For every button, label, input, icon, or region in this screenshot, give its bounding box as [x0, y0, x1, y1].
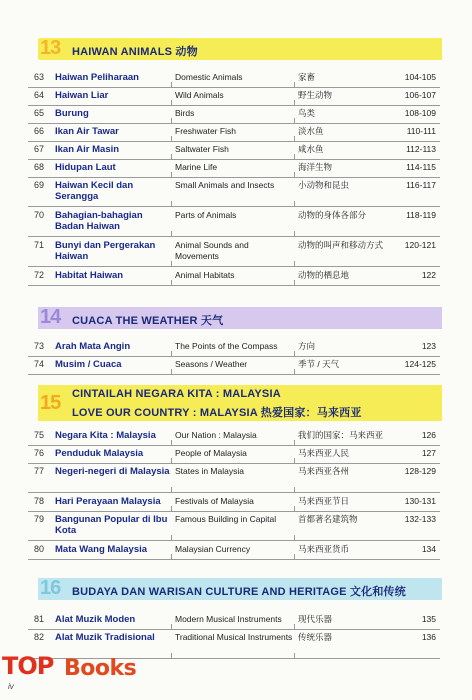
- divider: [294, 624, 295, 630]
- section-header-16: [38, 578, 442, 600]
- divider: [171, 535, 172, 541]
- entry-number: 70: [34, 210, 45, 220]
- list-item[interactable]: [28, 544, 440, 560]
- section-number: 15: [40, 392, 61, 414]
- divider: [171, 172, 172, 178]
- entry-chinese: 季节 / 天气: [298, 359, 340, 369]
- entry-chinese: 传统乐器: [298, 632, 333, 642]
- divider: [294, 554, 295, 560]
- entry-number: 66: [34, 126, 45, 136]
- entry-malay: Arah Mata Angin: [55, 341, 131, 352]
- list-item[interactable]: [28, 126, 440, 142]
- entry-number: 77: [34, 466, 45, 476]
- divider: [294, 506, 295, 512]
- entry-number: 82: [34, 632, 45, 642]
- entry-pages: 126: [421, 430, 436, 440]
- section-title: CUACA THE WEATHER 天气: [72, 315, 224, 327]
- divider: [294, 653, 295, 659]
- entry-english: Modern Musical Instruments: [175, 614, 282, 624]
- divider: [294, 100, 295, 106]
- entry-chinese: 方向: [298, 341, 316, 351]
- divider: [171, 440, 172, 446]
- divider: [294, 172, 295, 178]
- divider: [171, 261, 172, 267]
- divider: [294, 487, 295, 493]
- divider: [171, 100, 172, 106]
- divider: [294, 458, 295, 464]
- entry-chinese: 马来西亚节日: [298, 496, 350, 506]
- logo-books-text: Books: [64, 656, 137, 681]
- entry-pages: 127: [421, 448, 436, 458]
- watermark-logo: [0, 616, 200, 696]
- entry-number: 78: [34, 496, 45, 506]
- entry-malay: Musim / Cuaca: [55, 359, 122, 370]
- section-title-line2: LOVE OUR COUNTRY : MALAYSIA 热爱国家：马来西亚: [72, 407, 362, 419]
- divider: [294, 136, 295, 142]
- divider: [294, 154, 295, 160]
- list-item[interactable]: [28, 162, 440, 178]
- entry-pages: 135: [421, 614, 436, 624]
- entry-english: People of Malaysia: [175, 448, 247, 458]
- entry-chinese: 动物的栖息地: [298, 270, 350, 280]
- entry-pages: 112-113: [406, 144, 436, 154]
- divider: [171, 506, 172, 512]
- entry-english: Animal Habitats: [175, 270, 235, 280]
- entry-malay: Habitat Haiwan: [55, 270, 124, 281]
- divider: [171, 154, 172, 160]
- list-item[interactable]: [28, 359, 440, 375]
- divider: [171, 82, 172, 88]
- section-header-15: [38, 385, 442, 421]
- entry-english: Wild Animals: [175, 90, 224, 100]
- page-number: iv: [8, 682, 14, 691]
- divider: [171, 369, 172, 375]
- entry-pages: 130-131: [404, 496, 436, 506]
- entry-english: Saltwater Fish: [175, 144, 229, 154]
- divider: [171, 136, 172, 142]
- entry-number: 80: [34, 544, 45, 554]
- section-header-14: [38, 307, 442, 329]
- entry-english: Domestic Animals: [175, 72, 243, 82]
- entry-number: 69: [34, 180, 45, 190]
- entry-chinese: 动物的叫声和移动方式: [298, 240, 384, 250]
- entry-english: Malaysian Currency: [175, 544, 251, 554]
- entry-pages: 104-105: [404, 72, 436, 82]
- divider: [294, 369, 295, 375]
- entry-pages: 108-109: [404, 108, 436, 118]
- entry-malay: Alat Muzik Tradisional: [55, 632, 155, 643]
- divider: [294, 201, 295, 207]
- entry-malay: Ikan Air Tawar: [55, 126, 119, 137]
- entry-malay: Negeri-negeri di Malaysia: [55, 466, 170, 477]
- list-item[interactable]: [28, 144, 440, 160]
- section-title-line1: CINTAILAH NEGARA KITA : MALAYSIA: [72, 388, 281, 400]
- section-number: 16: [40, 577, 61, 599]
- entry-malay: Penduduk Malaysia: [55, 448, 144, 459]
- divider: [294, 280, 295, 286]
- divider: [171, 231, 172, 237]
- list-item[interactable]: [28, 448, 440, 464]
- entry-number: 76: [34, 448, 45, 458]
- entry-malay: Bangunan Popular di Ibu Kota: [55, 514, 168, 536]
- list-item[interactable]: [28, 270, 440, 286]
- entry-english: Festivals of Malaysia: [175, 496, 254, 506]
- entry-malay: Haiwan Kecil dan Serangga: [55, 180, 134, 202]
- entry-chinese: 马来西亚各州: [298, 466, 350, 476]
- divider: [171, 280, 172, 286]
- entry-malay: Alat Muzik Moden: [55, 614, 136, 625]
- entry-english: Seasons / Weather: [175, 359, 248, 369]
- entry-chinese: 小动物和昆虫: [298, 180, 350, 190]
- entry-chinese: 海洋生物: [298, 162, 333, 172]
- logo-top-text: TOP: [2, 652, 54, 680]
- entry-number: 67: [34, 144, 45, 154]
- entry-chinese: 现代乐器: [298, 614, 333, 624]
- entry-number: 72: [34, 270, 45, 280]
- divider: [171, 487, 172, 493]
- entry-pages: 124-125: [404, 359, 436, 369]
- list-item[interactable]: [28, 210, 440, 237]
- entry-chinese: 淡水鱼: [298, 126, 324, 136]
- divider: [294, 535, 295, 541]
- list-item[interactable]: [28, 240, 440, 267]
- entry-english: States in Malaysia: [175, 466, 244, 476]
- entry-malay: Mata Wang Malaysia: [55, 544, 148, 555]
- list-item[interactable]: [28, 341, 440, 357]
- entry-pages: 134: [421, 544, 436, 554]
- divider: [171, 554, 172, 560]
- entry-english: Small Animals and Insects: [175, 180, 275, 190]
- entry-chinese: 马来西亚货币: [298, 544, 350, 554]
- list-item[interactable]: [28, 180, 440, 207]
- entry-chinese: 家畜: [298, 72, 316, 82]
- divider: [294, 82, 295, 88]
- entry-english: Traditional Musical Instruments: [175, 632, 293, 642]
- entry-number: 79: [34, 514, 45, 524]
- divider: [294, 440, 295, 446]
- entry-english: The Points of the Compass: [175, 341, 278, 351]
- entry-number: 65: [34, 108, 45, 118]
- list-item[interactable]: [28, 90, 440, 106]
- entry-chinese: 马来西亚人民: [298, 448, 350, 458]
- list-item[interactable]: [28, 466, 440, 493]
- divider: [171, 458, 172, 464]
- entry-number: 71: [34, 240, 45, 250]
- entry-chinese: 我们的国家：马来西亚: [298, 430, 384, 440]
- entry-number: 75: [34, 430, 45, 440]
- divider: [294, 118, 295, 124]
- divider: [171, 201, 172, 207]
- divider: [171, 351, 172, 357]
- section-number: 14: [40, 306, 61, 328]
- entry-malay: Negara Kita : Malaysia: [55, 430, 156, 441]
- list-item[interactable]: [28, 514, 440, 541]
- entry-number: 81: [34, 614, 45, 624]
- section-number: 13: [40, 37, 61, 59]
- entry-pages: 123: [421, 341, 436, 351]
- divider: [294, 261, 295, 267]
- divider: [294, 231, 295, 237]
- entry-pages: 128-129: [404, 466, 436, 476]
- entry-pages: 110-111: [406, 126, 436, 136]
- entry-pages: 122: [421, 270, 436, 280]
- list-item[interactable]: [28, 108, 440, 124]
- entry-malay: Hari Perayaan Malaysia: [55, 496, 161, 507]
- entry-pages: 136: [421, 632, 436, 642]
- entry-chinese: 野生动物: [298, 90, 333, 100]
- entry-malay: Bahagian-bahagian Badan Haiwan: [55, 210, 143, 232]
- entry-number: 64: [34, 90, 45, 100]
- entry-english: Freshwater Fish: [175, 126, 236, 136]
- entry-english: Parts of Animals: [175, 210, 237, 220]
- entry-malay: Ikan Air Masin: [55, 144, 120, 155]
- entry-english: Marine Life: [175, 162, 218, 172]
- entry-chinese: 动物的身体各部分: [298, 210, 367, 220]
- entry-malay: Haiwan Peliharaan: [55, 72, 139, 83]
- entry-chinese: 首都著名建筑物: [298, 514, 358, 524]
- entry-pages: 106-107: [404, 90, 436, 100]
- divider: [171, 118, 172, 124]
- entry-number: 74: [34, 359, 45, 369]
- section-title: HAIWAN ANIMALS 动物: [72, 46, 198, 58]
- section-title: BUDAYA DAN WARISAN CULTURE AND HERITAGE 文化和传统: [72, 586, 406, 598]
- entry-malay: Bunyi dan Pergerakan Haiwan: [55, 240, 156, 262]
- section-header-13: [38, 38, 442, 60]
- entry-pages: 120-121: [404, 240, 436, 250]
- entry-number: 73: [34, 341, 45, 351]
- list-item[interactable]: [28, 72, 440, 88]
- entry-english: Birds: [175, 108, 195, 118]
- entry-number: 63: [34, 72, 45, 82]
- entry-pages: 132-133: [404, 514, 436, 524]
- entry-english: Our Nation : Malaysia: [175, 430, 257, 440]
- entry-chinese: 鸟类: [298, 108, 316, 118]
- list-item[interactable]: [28, 496, 440, 512]
- entry-malay: Hidupan Laut: [55, 162, 116, 173]
- list-item[interactable]: [28, 430, 440, 446]
- entry-chinese: 咸水鱼: [298, 144, 324, 154]
- entry-pages: 114-115: [406, 162, 436, 172]
- divider: [294, 351, 295, 357]
- entry-malay: Haiwan Liar: [55, 90, 109, 101]
- entry-number: 68: [34, 162, 45, 172]
- entry-english: Animal Sounds and Movements: [175, 240, 249, 261]
- entry-malay: Burung: [55, 108, 89, 119]
- entry-pages: 118-119: [406, 210, 436, 220]
- entry-pages: 116-117: [406, 180, 436, 190]
- entry-english: Famous Building in Capital: [175, 514, 277, 524]
